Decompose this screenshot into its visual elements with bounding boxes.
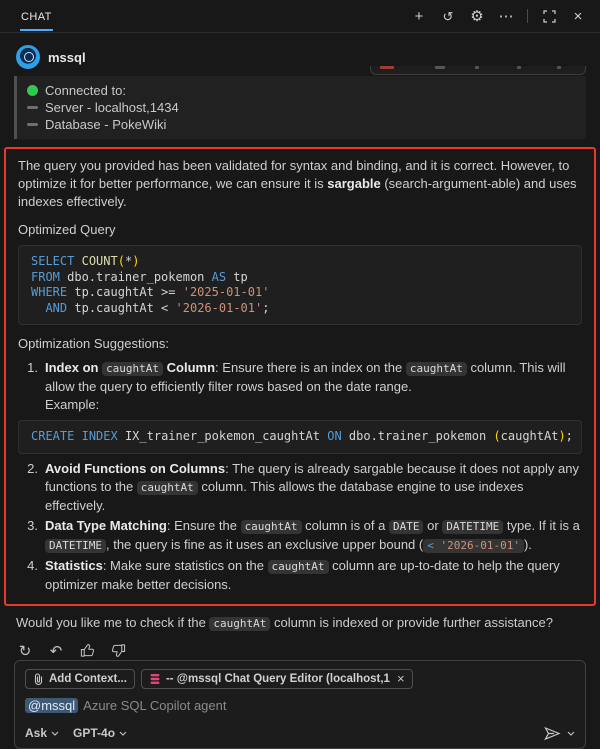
mode-selector[interactable]: [25, 726, 59, 740]
followup-question: Would you like me to check if the caughtAt column is indexed or provide further assistance?: [16, 614, 553, 630]
context-chips-row: [25, 669, 575, 689]
chevron-down-icon: [119, 731, 127, 736]
status-green-dot-icon: [27, 85, 38, 96]
chat-message-list: [0, 33, 600, 660]
new-chat-icon[interactable]: +: [414, 7, 424, 25]
dash-icon: [27, 106, 38, 109]
send-paper-plane-icon: [544, 726, 561, 741]
retry-icon[interactable]: ↻: [18, 642, 32, 660]
input-placeholder: Azure SQL Copilot agent: [83, 698, 227, 713]
tab-chat[interactable]: CHAT: [20, 1, 53, 31]
agent-mention: @mssql: [25, 698, 78, 713]
chevron-down-icon: [51, 731, 59, 736]
list-item: [18, 460, 582, 515]
optimized-query-title: Optimized Query: [18, 222, 116, 237]
clipped-icon: [435, 66, 445, 69]
undo-icon[interactable]: ↶: [49, 642, 63, 660]
response-actions: [16, 642, 584, 660]
add-context-label: Add Context...: [49, 672, 127, 685]
list-number: 3.: [27, 517, 38, 533]
settings-gear-icon[interactable]: ⚙: [470, 7, 484, 25]
suggestions-title: Optimization Suggestions:: [18, 336, 170, 351]
add-context-button[interactable]: [25, 669, 135, 689]
model-selector[interactable]: [73, 726, 127, 740]
history-icon[interactable]: ↺: [442, 8, 454, 24]
thumbs-up-icon[interactable]: [78, 642, 96, 660]
clipped-icon: [380, 66, 394, 69]
chat-input-container: [14, 660, 586, 749]
send-button[interactable]: [544, 726, 575, 741]
list-item: [18, 557, 582, 594]
connection-status-block: [14, 76, 586, 139]
clipped-icon: [557, 66, 561, 69]
example-label: Example:: [45, 397, 100, 412]
more-actions-icon[interactable]: ⋯: [498, 7, 514, 25]
clipped-icon: [475, 66, 479, 69]
list-number: 4.: [27, 557, 38, 573]
paperclip-icon: [33, 673, 44, 685]
maximize-icon[interactable]: [541, 8, 557, 24]
list-item-text: Data Type Matching: Ensure the caughtAt column is of a DATE or DATETIME type. If it is a DATETIME , the query is fine as it uses an exclusive upper bound ( < '2026-01-01' ).: [45, 517, 580, 552]
list-number: 2.: [27, 460, 38, 476]
agent-name: mssql: [48, 49, 86, 65]
chat-text-input[interactable]: [25, 697, 575, 715]
mssql-avatar: [16, 45, 40, 69]
clipped-icon: [517, 66, 521, 69]
model-label: GPT-4o: [73, 726, 116, 740]
context-chip-label: -- @mssql Chat Query Editor (localhost,1: [165, 672, 390, 685]
list-item-text: Avoid Functions on Columns: The query is already sargable because it does not apply any functions to the caughtAt column. This allows the database engine to use indexes effectively.: [45, 460, 579, 513]
list-item: [18, 359, 582, 414]
chevron-down-icon[interactable]: [567, 731, 575, 736]
context-chip-query-editor[interactable]: [141, 669, 413, 689]
create-index-code: CREATE INDEX IX_trainer_pokemon_caughtAt ON dbo.trainer_pokemon (caughtAt);: [18, 420, 582, 454]
database-icon: [149, 673, 161, 685]
list-item: [18, 517, 582, 555]
clipped-previous-toolbar: [370, 66, 586, 75]
list-item-text: Index on caughtAt Column: Ensure there is an index on the caughtAt column. This will allow the query to efficiently filter rows based on the date range.: [45, 360, 566, 394]
input-bottom-bar: [25, 726, 575, 741]
panel-titlebar: [0, 0, 600, 33]
connection-server: Server - localhost,1434: [45, 100, 179, 115]
connection-status-label: Connected to:: [45, 83, 126, 98]
connection-database: Database - PokeWiki: [45, 117, 167, 132]
dash-icon: [27, 123, 38, 126]
assistant-response-box: [4, 147, 596, 606]
thumbs-down-icon[interactable]: [109, 642, 127, 660]
response-intro: The query you provided has been validated for syntax and binding, and it is correct. However, to optimize it for better performance, we can ensure it is sargable (search-argument-able) and uses indexes effectively.: [18, 158, 577, 209]
titlebar-divider: [527, 9, 528, 23]
close-icon[interactable]: ×: [573, 7, 583, 25]
list-number: 1.: [27, 360, 38, 375]
optimized-query-code: SELECT COUNT(*) FROM dbo.trainer_pokemon AS tp WHERE tp.caughtAt >= '2025-01-01' AND tp.caughtAt < '2026-01-01';: [18, 245, 582, 325]
context-chip-close-icon[interactable]: ×: [396, 671, 405, 686]
list-item-text: Statistics: Make sure statistics on the caughtAt column are up-to-date to help the query optimizer make better decisions.: [45, 557, 560, 592]
mode-label: Ask: [25, 726, 48, 740]
suggestions-list: [18, 359, 582, 594]
titlebar-actions: [411, 8, 586, 24]
